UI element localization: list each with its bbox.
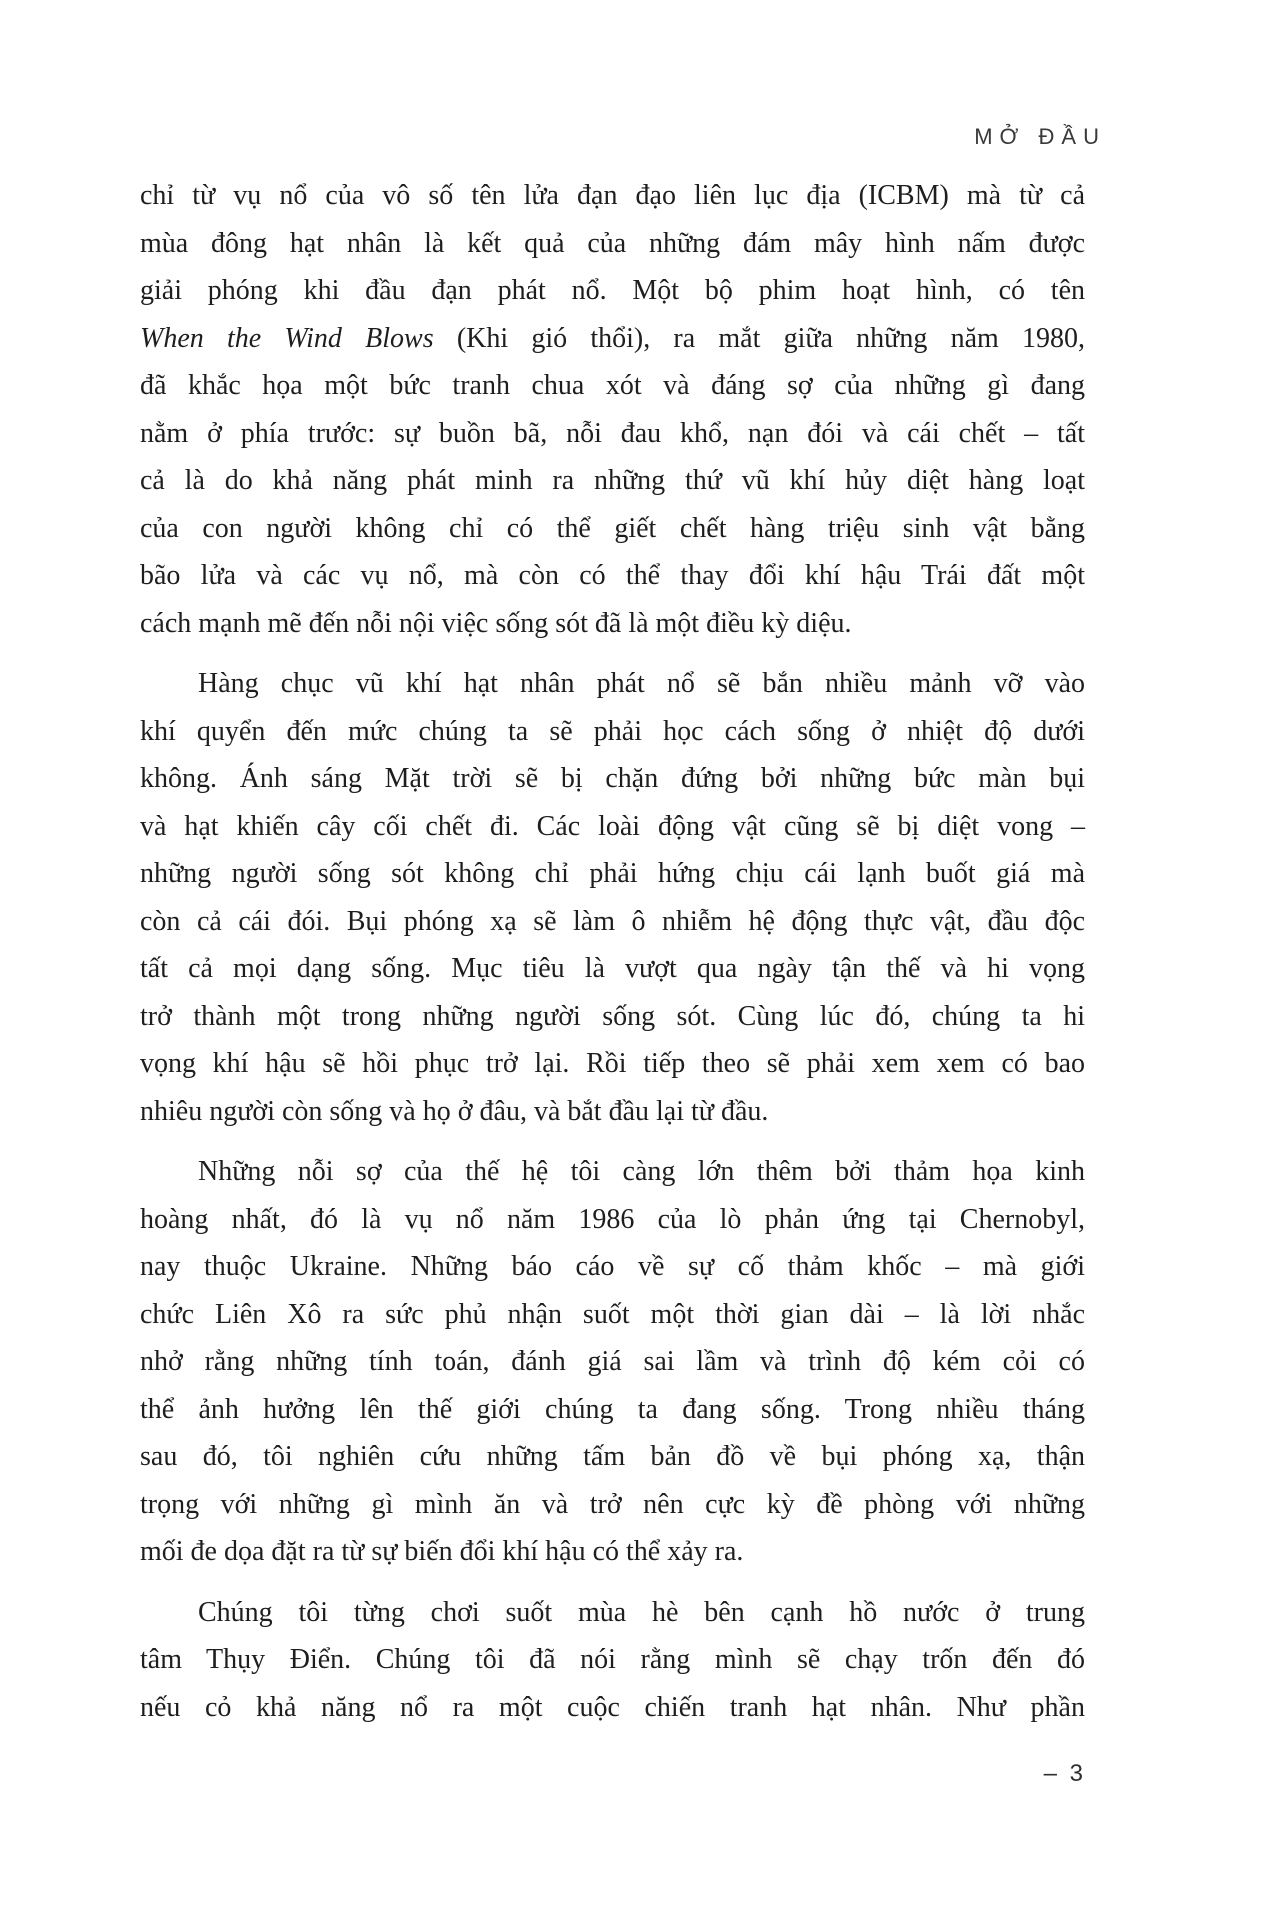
text-line [140, 1040, 1085, 1088]
text-segment: bão lửa và các vụ nổ, mà còn có thể thay đổi khí hậu Trái đất một [140, 560, 1085, 591]
text-segment: vọng khí hậu sẽ hồi phục trở lại. Rồi tiếp theo sẽ phải xem xem có bao [140, 1048, 1085, 1079]
text-line [140, 993, 1085, 1041]
paragraph [140, 1589, 1085, 1732]
text-line [140, 1433, 1085, 1481]
text-segment: chỉ từ vụ nổ của vô số tên lửa đạn đạo liên lục địa (ICBM) mà từ cả [140, 180, 1085, 211]
text-line [140, 1088, 1085, 1136]
text-segment: nhiêu người còn sống và họ ở đâu, và bắt đầu lại từ đầu. [140, 1095, 769, 1127]
text-segment: nếu cỏ khả năng nổ ra một cuộc chiến tranh hạt nhân. Như phần [140, 1691, 1085, 1723]
text-line [140, 1684, 1085, 1732]
text-segment: nhở rằng những tính toán, đánh giá sai lầm và trình độ kém cỏi có [140, 1346, 1085, 1377]
text-line [140, 600, 1085, 648]
text-segment: tất cả mọi dạng sống. Mục tiêu là vượt qua ngày tận thế và hi vọng [140, 953, 1085, 984]
text-segment: trọng với những gì mình ăn và trở nên cực kỳ đề phòng với những [140, 1488, 1085, 1520]
text-line [140, 315, 1085, 363]
text-line [140, 1589, 1085, 1637]
text-line [140, 1386, 1085, 1434]
text-line [140, 267, 1085, 315]
text-segment: sau đó, tôi nghiên cứu những tấm bản đồ về bụi phóng xạ, thận [140, 1441, 1085, 1472]
page-number: – 3 [1043, 1760, 1086, 1787]
text-line [140, 457, 1085, 505]
text-line [140, 755, 1085, 803]
text-segment: những người sống sót không chỉ phải hứng chịu cái lạnh buốt giá mà [140, 858, 1085, 889]
paragraph [140, 1148, 1085, 1576]
text-segment: nay thuộc Ukraine. Những báo cáo về sự cố thảm khốc – mà giới [140, 1251, 1085, 1282]
body-text-block [140, 172, 1085, 1731]
text-segment: (Khi gió thổi), ra mắt giữa những năm 1980, [433, 322, 1085, 354]
text-segment: Chúng tôi từng chơi suốt mùa hè bên cạnh hồ nước ở trung [198, 1596, 1085, 1628]
text-line [140, 1196, 1085, 1244]
text-line [140, 850, 1085, 898]
text-segment: Những nỗi sợ của thế hệ tôi càng lớn thêm bởi thảm họa kinh [198, 1156, 1085, 1187]
text-segment: thể ảnh hưởng lên thế giới chúng ta đang sống. Trong nhiều tháng [140, 1393, 1085, 1425]
text-line [140, 172, 1085, 220]
text-line [140, 1291, 1085, 1339]
paragraph [140, 172, 1085, 647]
text-segment: và hạt khiến cây cối chết đi. Các loài động vật cũng sẽ bị diệt vong – [140, 810, 1085, 842]
text-segment: chức Liên Xô ra sức phủ nhận suốt một thời gian dài – là lời nhắc [140, 1298, 1085, 1330]
text-line [140, 552, 1085, 600]
text-segment: hoàng nhất, đó là vụ nổ năm 1986 của lò phản ứng tại Chernobyl, [140, 1203, 1085, 1235]
text-line [140, 1338, 1085, 1386]
text-segment: khí quyển đến mức chúng ta sẽ phải học cách sống ở nhiệt độ dưới [140, 715, 1085, 747]
text-line [140, 1243, 1085, 1291]
text-line [140, 410, 1085, 458]
text-line [140, 1148, 1085, 1196]
text-line [140, 660, 1085, 708]
text-line [140, 708, 1085, 756]
italic-text-segment: When the Wind Blows [140, 322, 434, 354]
text-segment: còn cả cái đói. Bụi phóng xạ sẽ làm ô nhiễm hệ động thực vật, đầu độc [140, 905, 1085, 937]
running-header: MỞ ĐẦU [974, 124, 1106, 149]
text-segment: giải phóng khi đầu đạn phát nổ. Một bộ phim hoạt hình, có tên [140, 275, 1085, 306]
text-segment: đã khắc họa một bức tranh chua xót và đáng sợ của những gì đang [140, 370, 1085, 401]
text-segment: mối đe dọa đặt ra từ sự biến đổi khí hậu có thể xảy ra. [140, 1536, 744, 1567]
text-line [140, 1481, 1085, 1529]
text-segment: của con người không chỉ có thể giết chết hàng triệu sinh vật bằng [140, 512, 1085, 544]
text-line [140, 362, 1085, 410]
text-line [140, 945, 1085, 993]
text-segment: cách mạnh mẽ đến nỗi nội việc sống sót đã là một điều kỳ diệu. [140, 607, 852, 639]
text-segment: nằm ở phía trước: sự buồn bã, nỗi đau khổ, nạn đói và cái chết – tất [140, 417, 1085, 449]
text-segment: cả là do khả năng phát minh ra những thứ vũ khí hủy diệt hàng loạt [140, 465, 1085, 496]
text-segment: tâm Thụy Điển. Chúng tôi đã nói rằng mình sẽ chạy trốn đến đó [140, 1644, 1085, 1675]
text-line [140, 1528, 1085, 1576]
text-line [140, 220, 1085, 268]
text-line [140, 505, 1085, 553]
text-line [140, 803, 1085, 851]
text-segment: Hàng chục vũ khí hạt nhân phát nổ sẽ bắn nhiều mảnh vỡ vào [198, 668, 1085, 699]
paragraph [140, 660, 1085, 1135]
text-segment: không. Ánh sáng Mặt trời sẽ bị chặn đứng bởi những bức màn bụi [140, 763, 1085, 794]
text-line [140, 898, 1085, 946]
text-segment: mùa đông hạt nhân là kết quả của những đám mây hình nấm được [140, 227, 1085, 259]
text-line [140, 1636, 1085, 1684]
text-segment: trở thành một trong những người sống sót. Cùng lúc đó, chúng ta hi [140, 1000, 1085, 1032]
